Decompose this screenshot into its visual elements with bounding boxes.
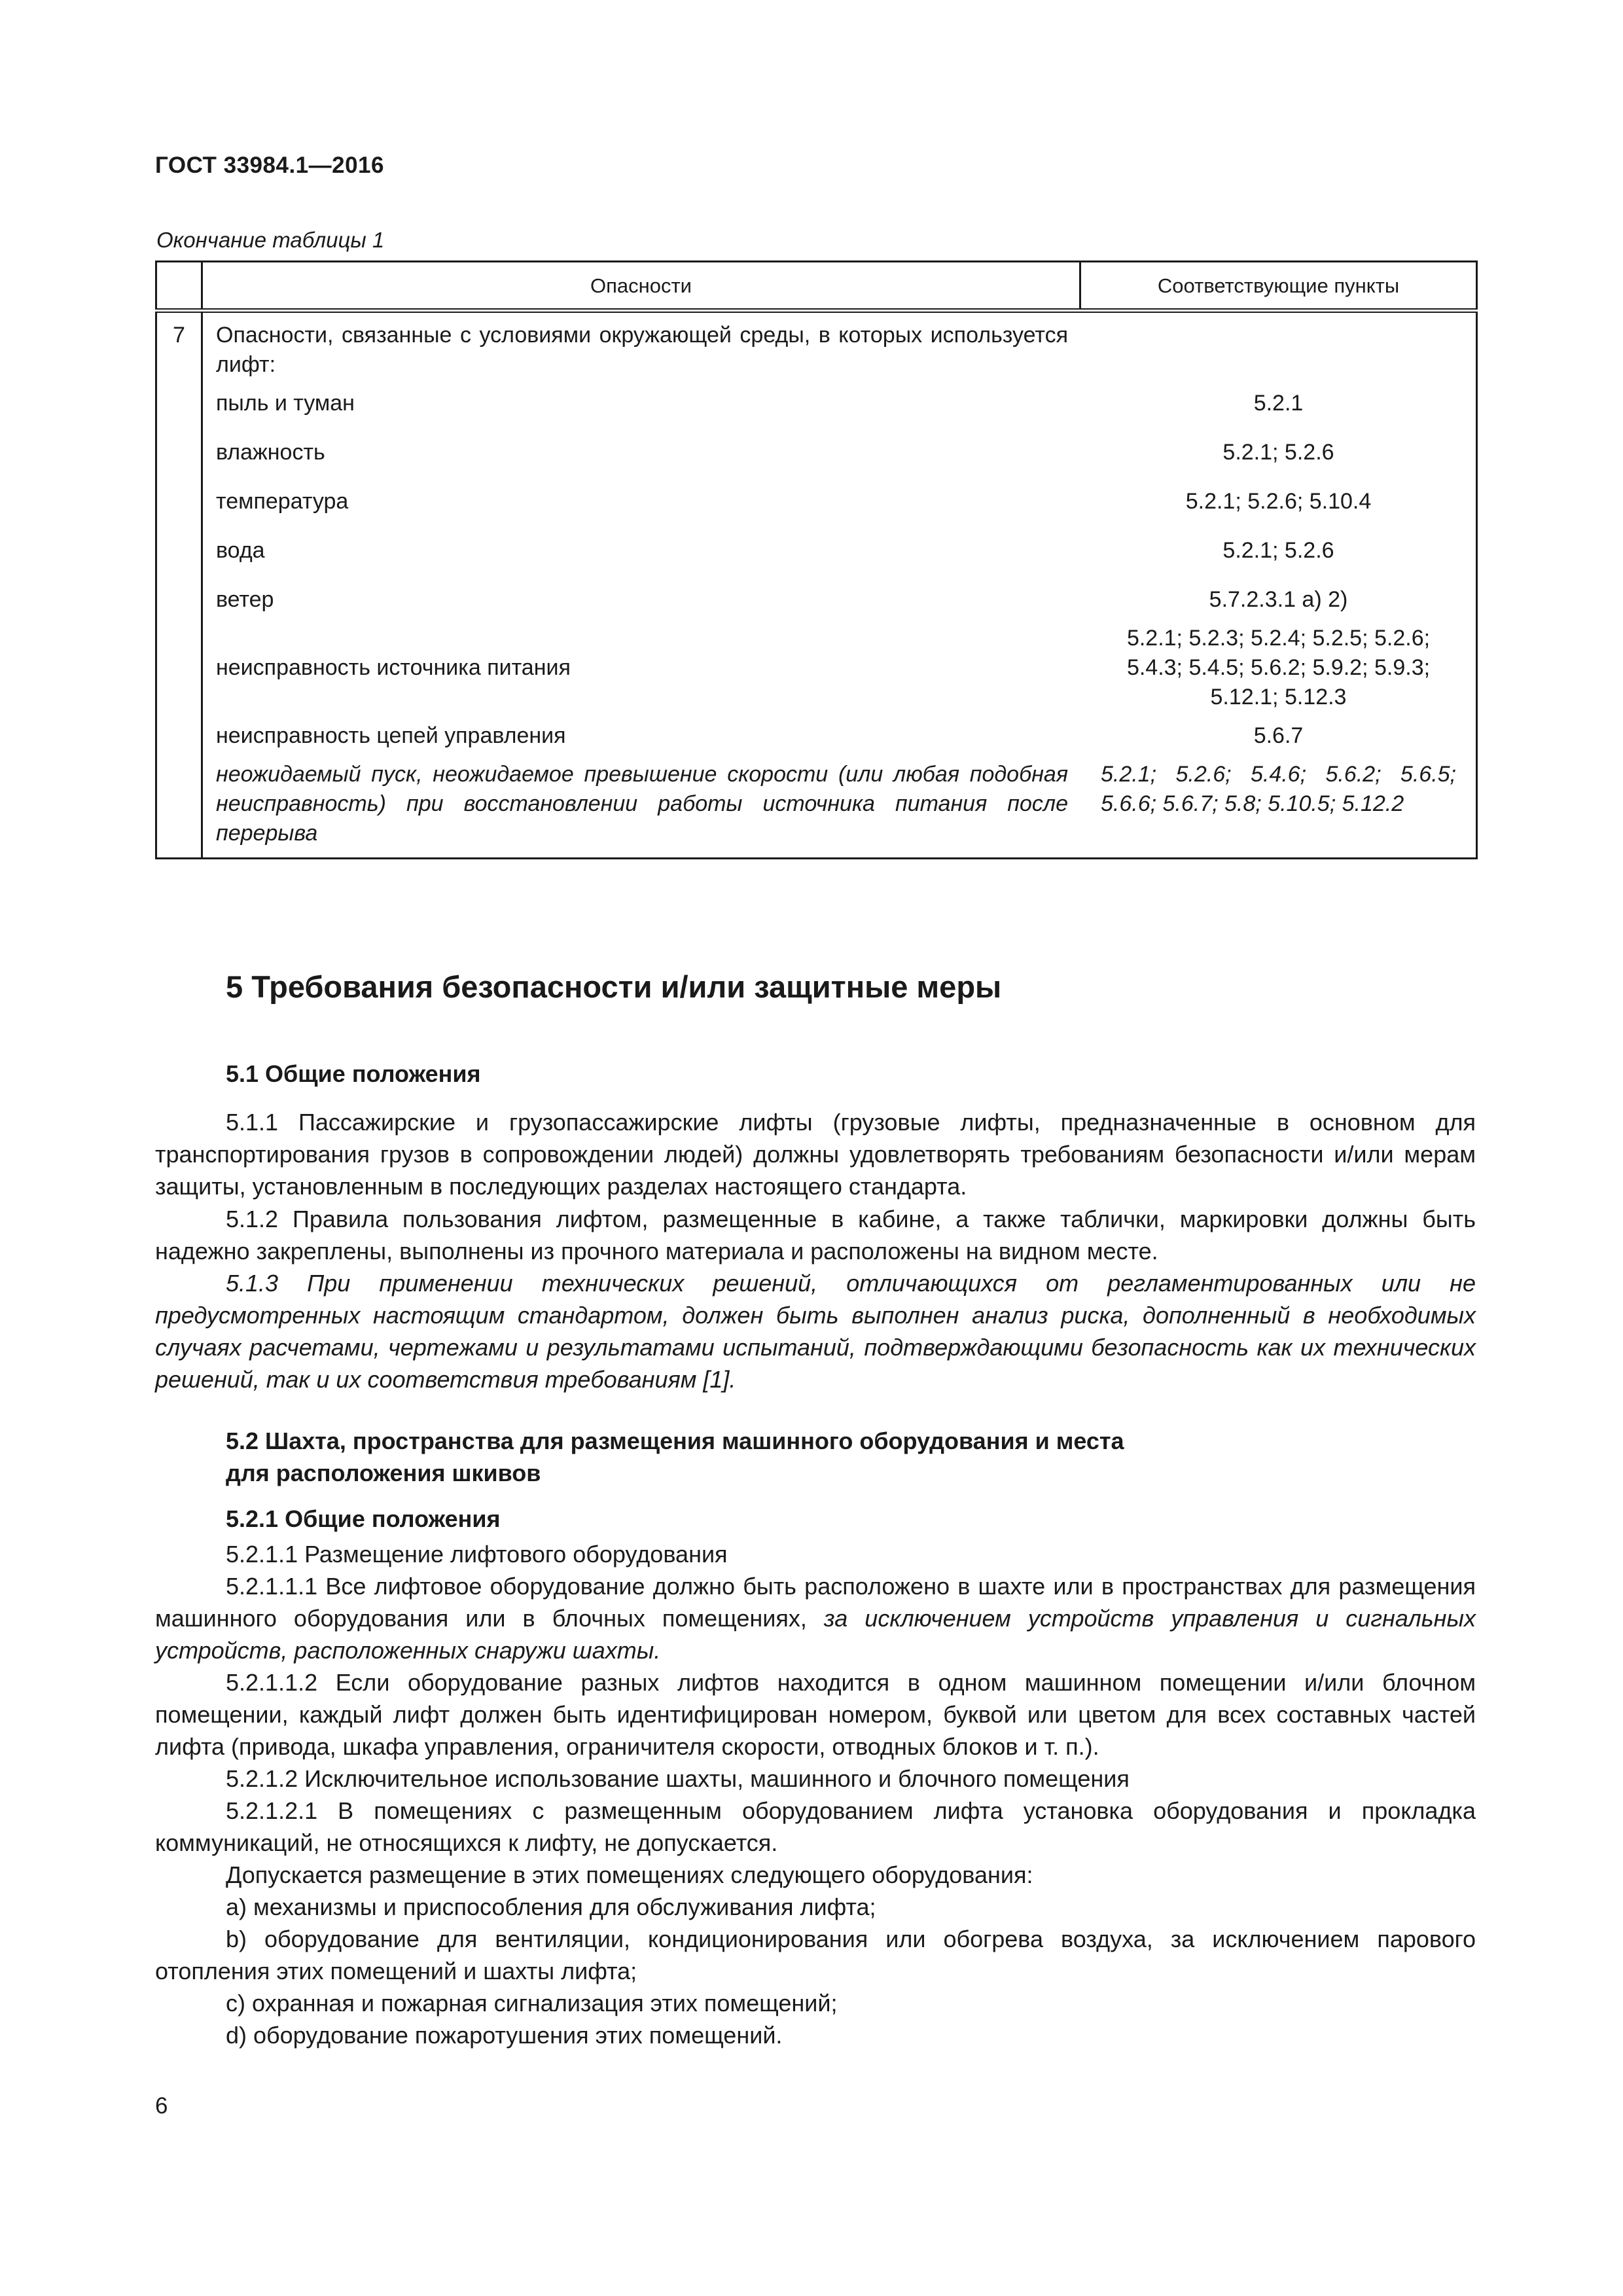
header-number-cell (156, 262, 202, 311)
table-item (203, 487, 1476, 516)
list-item: b) оборудование для вентиляции, кондиционирования или обогрева воздуха, за исключением парового отопления этих помещений и шахты лифта; (155, 1926, 1476, 1984)
clauses-text: 5.2.1; 5.2.3; 5.2.4; 5.2.5; 5.2.6; 5.4.3; 5.4.5; 5.6.2; 5.9.2; 5.9.3; 5.12.1; 5.12.3 (1126, 626, 1431, 709)
table-header-row (156, 262, 1477, 311)
subsection-title: 5.2.1 Общие положения (226, 1505, 501, 1532)
clauses-text: 5.2.1; 5.2.6 (1222, 538, 1334, 563)
page-number: 6 (155, 2093, 168, 2119)
clause-heading: 5.2.1.2 Исключительное использование шахты, машинного и блочного помещения (226, 1765, 1130, 1792)
hazard-text: вода (216, 538, 265, 563)
clauses-text: 5.2.1 (1253, 391, 1304, 416)
hazard-text: неожидаемый пуск, неожидаемое превышение скорости (или любая подобная неисправность) при восстановлении работы источника питания после перерыва (216, 762, 1068, 846)
paragraph-5-1-3: 5.1.3 При применении технических решений, отличающихся от регламентированных или не предусмотренных настоящим стандартом, должен быть выполнен анализ риска, дополненный в необходимых случаях расчетами, чертежами и результатами испытаний, подтверждающими безопасность как их технических решений, так и их соответствия требованиям [1]. (155, 1270, 1476, 1393)
table-row (156, 311, 1477, 859)
paragraph-5-1-1: 5.1.1 Пассажирские и грузопассажирские лифты (грузовые лифты, предназначенные в основном для транспортирования грузов в сопровождении людей) должны удовлетворять требованиям безопасности и/или мерам защиты, установленным в последующих разделах настоящего стандарта. (155, 1109, 1476, 1200)
table-item (203, 389, 1476, 418)
section-title: 5 Требования безопасности и/или защитные меры (226, 969, 1002, 1004)
paragraph-5-2-1-1-1: 5.2.1.1.1 Все лифтовое оборудование должно быть расположено в шахте или в пространствах для размещения машинного оборудования или в блочных помещениях, за исключением устройств управления и сигнальных устройств, расположенных снаружи шахты. (155, 1573, 1476, 1664)
table-item (203, 585, 1476, 615)
header-clauses: Соответствующие пункты (1080, 262, 1477, 311)
hazard-text: неисправность источника питания (216, 655, 571, 680)
hazard-text: неисправность цепей управления (216, 723, 566, 748)
hazard-text: влажность (216, 440, 325, 465)
paragraph-5-2-1-2-1: 5.2.1.2.1 В помещениях с размещенным оборудованием лифта установка оборудования и прокладка коммуникаций, не относящихся к лифту, не допускается. (155, 1797, 1476, 1856)
clauses-text: 5.2.1; 5.2.6 (1222, 440, 1334, 465)
table-item (203, 760, 1476, 848)
clauses-text: 5.7.2.3.1 a) 2) (1209, 587, 1348, 612)
table-item (203, 624, 1476, 712)
hazard-text: пыль и туман (216, 391, 355, 416)
clauses-text: 5.6.7 (1253, 723, 1304, 748)
table-item (203, 536, 1476, 565)
list-intro: Допускается размещение в этих помещениях следующего оборудования: (226, 1861, 1033, 1888)
clauses-text: 5.2.1; 5.2.6; 5.10.4 (1185, 489, 1372, 514)
paragraph-5-2-1-1-2: 5.2.1.1.2 Если оборудование разных лифтов находится в одном машинном помещении и/или блочном помещении, каждый лифт должен быть идентифицирован номером, буквой или цветом для всех составных частей лифта (привода, шкафа управления, ограничителя скорости, отводных блоков и т. п.). (155, 1669, 1476, 1760)
group-title: Опасности, связанные с условиями окружающей среды, в которых используется лифт: (216, 323, 1068, 377)
list-item: c) охранная и пожарная сигнализация этих помещений; (226, 1990, 838, 2017)
table-item (203, 438, 1476, 467)
subsection-title: 5.2 Шахта, пространства для размещения машинного оборудования и места для расположения шкивов (226, 1427, 1124, 1486)
table-caption: Окончание таблицы 1 (156, 228, 385, 252)
hazard-text: температура (216, 489, 349, 514)
header-hazards: Опасности (202, 262, 1080, 311)
document-id: ГОСТ 33984.1—2016 (155, 152, 384, 178)
hazard-text: ветер (216, 587, 274, 612)
subsection-title: 5.1 Общие положения (226, 1060, 481, 1087)
table-item (203, 721, 1476, 751)
list-item: d) оборудование пожаротушения этих помещений. (226, 2022, 783, 2049)
clause-heading: 5.2.1.1 Размещение лифтового оборудования (226, 1541, 728, 1568)
row-content (202, 311, 1477, 859)
list-item: a) механизмы и приспособления для обслуживания лифта; (226, 1893, 876, 1920)
clauses-text: 5.2.1; 5.2.6; 5.4.6; 5.6.2; 5.6.5; 5.6.6; 5.6.7; 5.8; 5.10.5; 5.12.2 (1101, 762, 1456, 816)
paragraph-5-1-2: 5.1.2 Правила пользования лифтом, размещенные в кабине, а также таблички, маркировки должны быть надежно закреплены, выполнены из прочного материала и расположены на видном месте. (155, 1206, 1476, 1265)
hazards-table (155, 260, 1478, 859)
row-number: 7 (156, 311, 202, 859)
